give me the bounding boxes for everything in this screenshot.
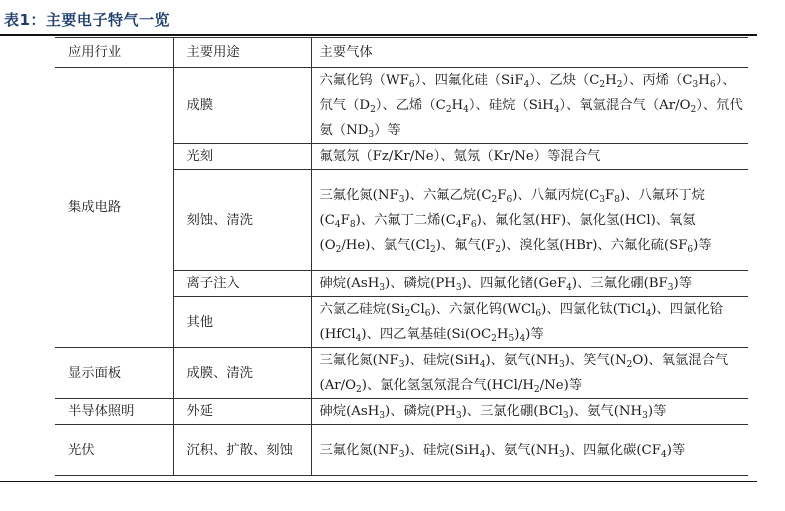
title-rule: [0, 34, 757, 36]
header-gases: 主要气体: [311, 38, 748, 68]
gases-cell: 六氟化钨$(WF_6)$、四氟化硅（SiF$_4$）、乙炔$(C_2H_2)$、丙烯$(C_3H_6)$、氘气$(D_2)$、乙烯$(C_2H_4)$、硅烷（SiH$_4$）、氧氩混合气$(Ar/O_2)$、氘代氨$(ND_3)$等: [311, 68, 748, 144]
usage-cell: 沉积、扩散、刻蚀: [173, 425, 311, 476]
usage-cell: 成膜、清洗: [173, 348, 311, 399]
industry-cell: 半导体照明: [55, 399, 173, 425]
gases-cell: 六氯乙硅烷$(Si_2Cl_6)$、六氯化钨(WCl$_6$)、四氯化钛(TiCl$_4$)、四氯化铪(HfCl$_4$)、四乙氧基硅$(Si(OC_2H_5)_4)$等: [311, 297, 748, 348]
usage-cell: 光刻: [173, 144, 311, 170]
usage-cell: 成膜: [173, 68, 311, 144]
table-row: [55, 348, 748, 399]
industry-cell: 光伏: [55, 425, 173, 476]
table-row: [55, 425, 748, 476]
bottom-rule: [0, 481, 757, 482]
gases-cell: 砷烷(AsH$_3$)、磷烷$(PH_3)$、四氟化锗(GeF$_4$)、三氟化硼$(BF_3)$等: [311, 271, 748, 297]
gases-cell: 三氟化氮$(NF_3)$、硅烷(SiH$_4$)、氨气$(NH_3)$、笑气$(N_2O)$、氧氩混合气$(Ar/O_2)$、氯化氢氢氖混合气$(HCl/H_2/Ne)$等: [311, 348, 748, 399]
usage-cell: 离子注入: [173, 271, 311, 297]
table-title: 表1：主要电子特气一览: [4, 11, 170, 29]
gases-cell: 三氟化氮$(NF_3)$、硅烷(SiH$_4$)、氨气$(NH_3)$、四氟化碳$(CF_4)$等: [311, 425, 748, 476]
usage-cell: 外延: [173, 399, 311, 425]
table-row: [55, 68, 748, 144]
gases-cell: 三氟化氮$(NF_3)$、六氟乙烷$(C_2F_6)$、八氟丙烷$(C_3F_8)$、八氟环丁烷$(C_4F_8)$、六氟丁二烯$(C_4F_6)$、氟化氢(HF)、氯化氢(HCl)、氧氦$(O_2/He)$、氯气$(Cl_2)$、氟气$(F_2)$、溴化氢(HBr)、六氟化硫$(SF_6)$等: [311, 170, 748, 271]
gases-cell: 砷烷(AsH$_3$)、磷烷$(PH_3)$、三氯化硼(BCl$_3$)、氨气$(NH_3)$等: [311, 399, 748, 425]
header-usage: 主要用途: [173, 38, 311, 68]
gases-cell: 氟氪氖（Fz/Kr/Ne）、氪氖（Kr/Ne）等混合气: [311, 144, 748, 170]
table-row: [55, 399, 748, 425]
industry-cell: 显示面板: [55, 348, 173, 399]
usage-cell: 其他: [173, 297, 311, 348]
industry-cell: 集成电路: [55, 68, 173, 348]
header-industry: 应用行业: [55, 38, 173, 68]
electronic-gases-table: [55, 37, 748, 476]
header-row: [55, 38, 748, 68]
usage-cell: 刻蚀、清洗: [173, 170, 311, 271]
